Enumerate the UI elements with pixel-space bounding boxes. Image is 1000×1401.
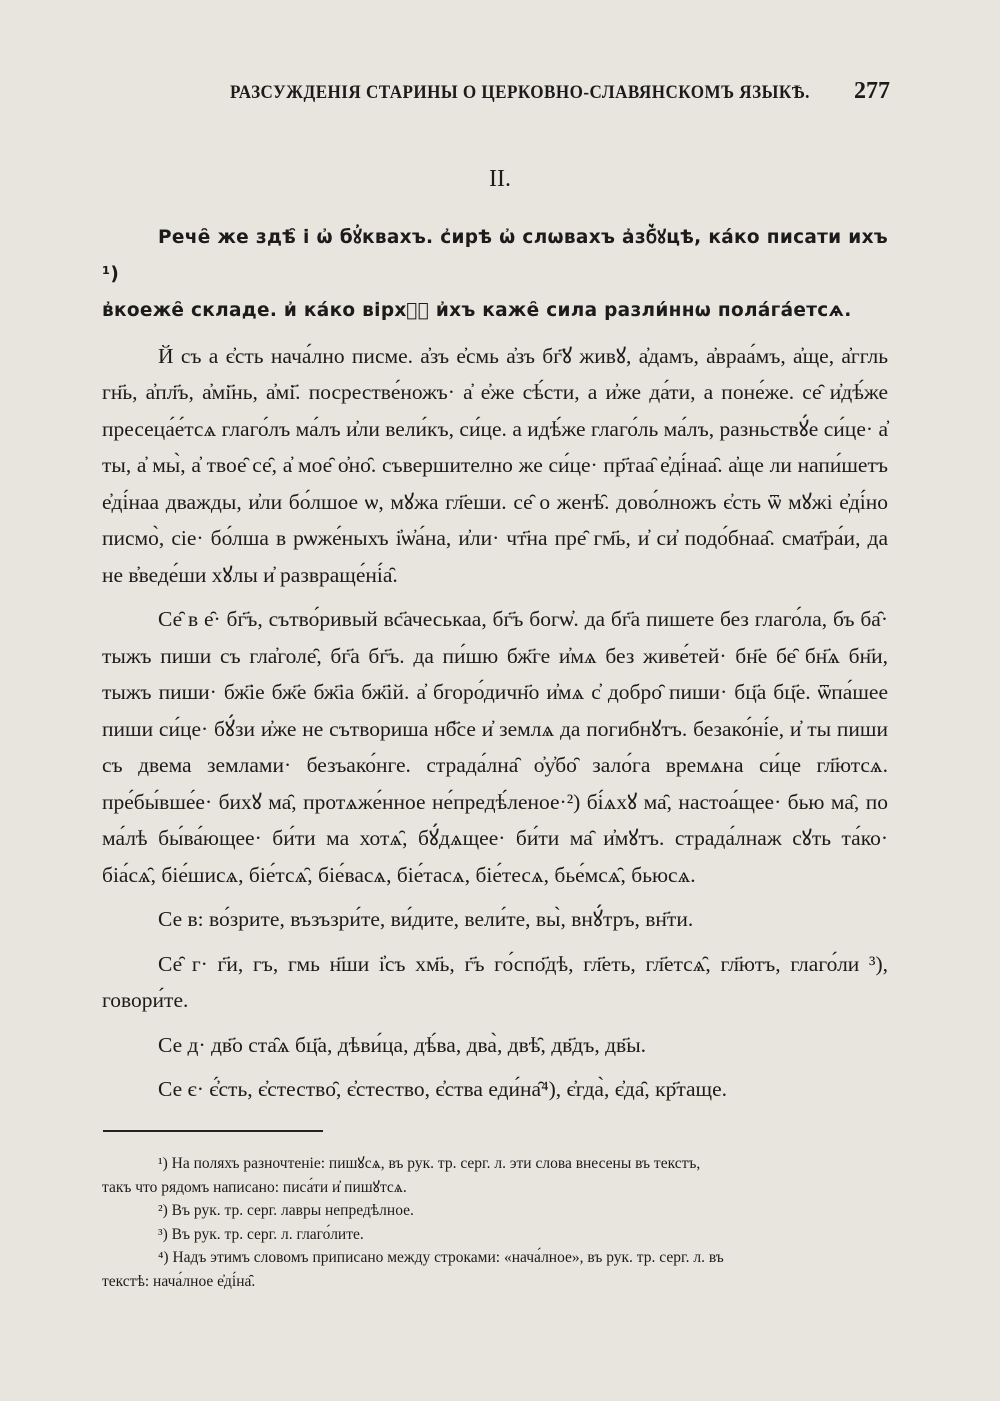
footnote-3: ³) Въ рук. тр. серг. л. глаго́лите. <box>158 1225 364 1243</box>
paragraph-5: Се̑ г· г҃и, гъ, гмь н҃ши і҆съ хм҃ь, г҃ъ го́спо҃дѣ, гл҃еть, гл҃етсѧ̑, гл҃ютъ, глаго́ли ³), говори́те. <box>102 951 888 1012</box>
footnote-2: ²) Въ рук. тр. серг. лавры непредѣлное. <box>158 1202 414 1219</box>
spacer <box>102 330 888 338</box>
spacer <box>102 893 888 901</box>
paragraph-1-line-1: Рече̑ же здѣ̑ і ѡ҆ бꙋ҆квахъ. с҆ирѣ ѡ҆ слѡвахъ а҆зб꙽ꙋцѣ, ка́ко писати ихъ ¹) <box>102 227 888 285</box>
footnote-1-line-2: такъ что рядомъ написано: писа́ти и҆ пишꙋтсѧ. <box>102 1178 407 1196</box>
paragraph-6: Се д· дв҃о ста̑ѧ бц҃а, дѣви́ца, дѣ́ва, два̀, двѣ̑, дв҃дъ, дв҃ы. <box>158 1032 647 1057</box>
running-title: РАЗСУЖДЕНІЯ СТАРИНЫ О ЦЕРКОВНО-СЛАВЯНСКОМЪ ЯЗЫКѢ. <box>230 82 810 103</box>
paragraph-3: Се̑ в е̑· бг҃ъ, сътво́ривый вс҃ачеськаа, бг҃ъ богѡ҆. да бг҃а пишете без глаго́ла, бъ ба̑· тыжъ пиши съ гла҆голе̑, бг҃а бг҃ъ. да пи́шю бж҃ге и҆мѧ без живе́тей· бн҃е бе̑ бн҃ѧ бн҃и, тыжъ пиши· бж҃іе бж҃е бж҃іа бж҃ій. а҆ бгоро́дичн҃о и҆мѧ с҆ добро̑ пиши· бц҃а бц҃е. ѿпа́шее пиши си́це· бꙋ́зи и҆же не сътвориша нб҃се и҆ землѧ да погибнꙋтъ. безако́ні́е, и҆ ты пиши съ двема землами· безъако́нге. страда́лна̑ о҆у҆бо̑ зало́га времѧна си́це гл҃ютсѧ. пре́бы́вше́е· бихꙋ ма̑, протѧже́нное не́предѣ́леное·²) бі́ѧхꙋ ма̑, настоа́щее· бью ма̑, по ма́лѣ бы́ва́ющее· би́ти ма хотѧ̑, бꙋ́дѧщее· би́ти ма̑ и҆мꙋтъ. страда́лнаж сꙋть та́ко· біа́сѧ̑, біе́шисѧ, біе́тсѧ̑, біе́васѧ, біе́тасѧ, біе́тесѧ, бье́мсѧ̑, бьюсѧ. <box>102 607 888 887</box>
main-text <box>102 220 888 1108</box>
spacer <box>102 938 888 946</box>
paragraph-2: Й съ а є҆сть нача́лно писме. а҆зъ е҆смь а҆зъ бг҃ꙋ живꙋ, а҆дамъ, а҆враа́мъ, а҆ще, а҆ггль гн҃ь, а҆пл҃ъ, а҆мі҃нь, а҆мі҃. посрестве́ножъ· а҆ е҆же сѣ́сти, а и҆же да́ти, а поне́же. се̑ и҆дѣ́же пресеца́е́тсѧ глаго́лъ ма́лъ и҆ли вели́къ, си́це. а идѣ́же глаго́ль ма́лъ, разньствꙋ́е си́це· а҆ ты, а҆ мы̀, а҆ твое̑ се̑, а҆ мое̑ о҆но̑. съвершително же си́це· пр҃таа̑ е҆ді́наа̑. а҆ще ли напи́шетъ е҆ді́наа дважды, и҆ли бо́лшое ѡ, мꙋжа гл҃еши. се̑ о женѣ̑. дово́лножъ є҆сть ѿ мꙋжі е҆ді́но писмо̀, сіе· бо́лша в рѡже́ныхъ і҆ѡ҆а́на, и҆ли· чт҃на пре̑ гм҃ь, и҆ си҆ подо́бнаа̑. смат҃ра́и, да не в҆веде́ши хꙋлы и҆ развраще́ні́а̑. <box>102 343 888 587</box>
footnote-4-line-1: ⁴) Надъ этимъ словомъ приписано между строками: «нача́лное», въ рук. тр. серг. л. въ <box>158 1249 724 1266</box>
paragraph-4: Се в: во́зрите, възъзри́те, ви́дите, вели́те, вы̀, внꙋ́тръ, вн҃ти. <box>158 907 694 931</box>
footnotes <box>102 1152 888 1293</box>
paragraph-7: Се є· є҆́сть, є҆стество̑, є҆стество, є҆ства еди́на̑⁴), є҆гда̀, є҆да̑, кр҃таще. <box>158 1077 728 1101</box>
footnote-divider <box>103 1130 323 1132</box>
footnote-1-line-1: ¹) На поляхъ разночтеніе: пишꙋсѧ, въ рук. тр. серг. л. эти слова внесены въ текстъ, <box>158 1155 701 1172</box>
paragraph-1-line-2: в҆коеже̑ складе. и҆ ка́ко вірх꙽ꙋ и҆хъ каже̑ сила разли́ннѡ пола́га́етсѧ. <box>102 300 852 321</box>
section-number: II. <box>489 166 511 192</box>
spacer <box>102 593 888 601</box>
running-head <box>100 78 890 108</box>
spacer <box>102 1019 888 1027</box>
footnote-4-line-2: текстѣ: нача́лное е҆ді́на̑. <box>102 1272 256 1290</box>
spacer <box>102 1063 888 1071</box>
page-number: 277 <box>854 78 890 104</box>
